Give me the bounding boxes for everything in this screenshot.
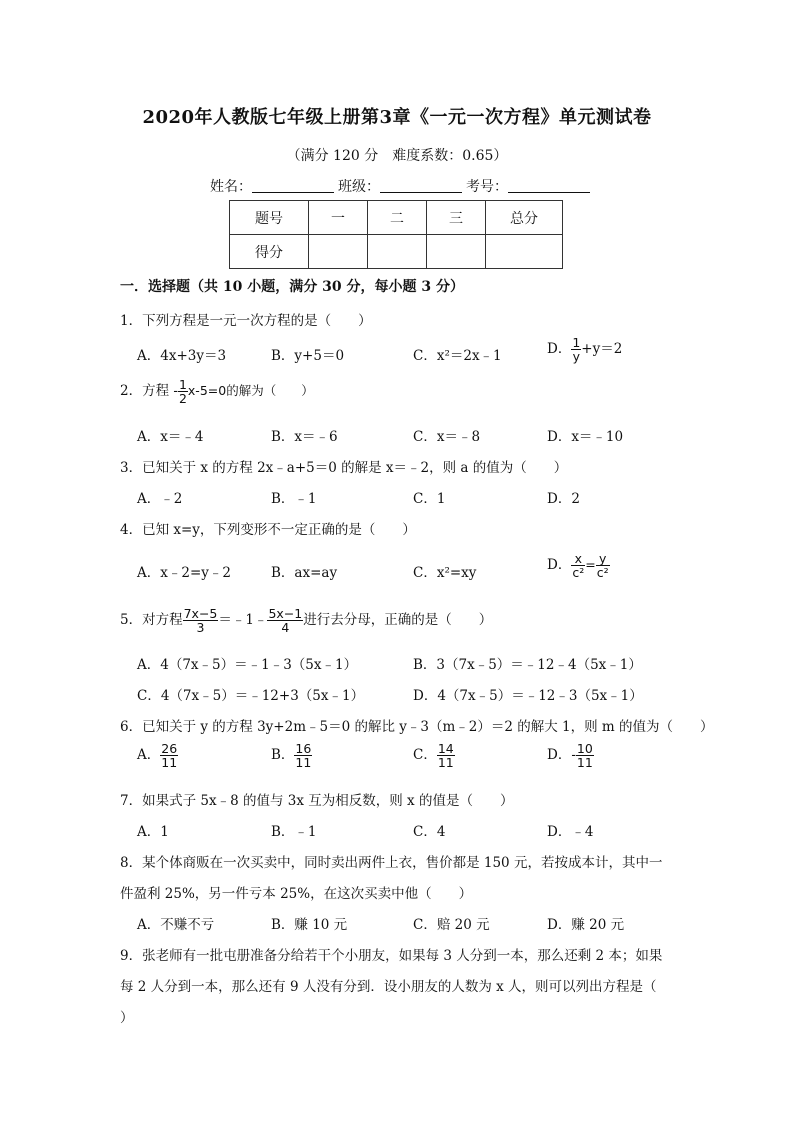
q5-option-b: B．3（7x﹣5）＝﹣12﹣4（5x﹣1） xyxy=(413,657,642,673)
fraction-denominator: 11 xyxy=(161,755,178,771)
fraction-numerator: 7x−5 xyxy=(183,606,218,621)
fraction-denominator: 4 xyxy=(281,620,290,636)
score-table-score-row xyxy=(230,235,563,269)
fraction-numerator: 26 xyxy=(161,741,178,756)
q1-d-fraction xyxy=(571,336,581,363)
q8-option-c: C．赔 20 元 xyxy=(413,917,490,933)
section-heading: 一．选择题（共 10 小题，满分 30 分，每小题 3 分） xyxy=(120,279,464,295)
q8-option-a: A．不赚不亏 xyxy=(137,917,215,933)
q5-mid: ＝﹣1﹣ xyxy=(218,612,268,629)
score-cell[interactable] xyxy=(427,235,486,269)
q5-prefix: 5．对方程 xyxy=(120,612,183,629)
page-subtitle: （满分 120 分 难度系数：0.65） xyxy=(286,148,508,164)
q1-option-d xyxy=(547,336,622,363)
q4-d-fraction-1 xyxy=(571,552,585,579)
question-7-stem: 7．如果式子 5x﹣8 的值与 3x 互为相反数，则 x 的值是（ ） xyxy=(120,793,514,809)
q7-option-a: A．1 xyxy=(137,824,169,840)
q3-option-d: D．2 xyxy=(547,491,580,507)
q6-b-fraction xyxy=(294,742,312,769)
fraction-numerator: x xyxy=(571,552,585,566)
q5-option-c: C．4（7x﹣5）＝﹣12+3（5x﹣1） xyxy=(137,688,365,704)
page-title: 2020年人教版七年级上册第3章《一元一次方程》单元测试卷 xyxy=(142,107,652,128)
score-cell[interactable] xyxy=(486,235,563,269)
question-8-stem-line-2: 件盈利 25%，另一件亏本 25%，在这次买卖中他（ ） xyxy=(120,886,473,902)
q4-option-b: B．ax=ay xyxy=(271,565,338,581)
q1-d-prefix: D． xyxy=(547,341,572,358)
q2-fraction xyxy=(178,378,188,405)
score-cell[interactable] xyxy=(309,235,368,269)
q6-option-c xyxy=(413,742,455,769)
q5-suffix: 进行去分母，正确的是（ ） xyxy=(303,612,493,629)
q8-option-d: D．赚 20 元 xyxy=(547,917,625,933)
question-1-stem: 1．下列方程是一元一次方程的是（ ） xyxy=(120,313,372,329)
q6-c-prefix: C． xyxy=(413,747,437,764)
question-9-stem-line-1: 9．张老师有一批屯册准备分给若干个小朋友，如果每 3 人分到一本，那么还剩 2 本；如果 xyxy=(120,948,663,964)
q2-option-a: A．x＝﹣4 xyxy=(137,429,204,445)
q5-option-d: D．4（7x﹣5）＝﹣12﹣3（5x﹣1） xyxy=(413,688,643,704)
score-table xyxy=(229,200,563,269)
fraction-numerator: 1 xyxy=(572,335,581,350)
question-8-stem-line-1: 8．某个体商贩在一次买卖中，同时卖出两件上衣，售价都是 150 元，若按成本计，其中一 xyxy=(120,855,663,871)
score-header-cell: 一 xyxy=(309,201,368,235)
name-label: 姓名： xyxy=(210,179,252,195)
fraction-numerator: 16 xyxy=(295,741,312,756)
q4-d-prefix: D． xyxy=(547,557,572,574)
q2-prefix: 2．方程 - xyxy=(120,383,178,400)
question-9-stem-line-2: 每 2 人分到一本，那么还有 9 人没有分到．设小朋友的人数为 x 人，则可以列出方程是（ xyxy=(120,979,657,995)
score-header-cell: 三 xyxy=(427,201,486,235)
question-9-stem-line-3: ） xyxy=(120,1010,134,1026)
fraction-numerator: 14 xyxy=(437,741,454,756)
q8-option-b: B．赚 10 元 xyxy=(271,917,348,933)
q6-a-prefix: A． xyxy=(137,747,161,764)
q1-option-b: B．y+5＝0 xyxy=(271,348,345,364)
q6-option-d xyxy=(547,742,594,769)
exam-no-blank[interactable] xyxy=(508,178,590,193)
q4-d-equals: = xyxy=(585,557,596,573)
q6-option-b xyxy=(271,742,312,769)
q1-option-a: A．4x+3y＝3 xyxy=(137,348,227,364)
score-row-label: 得分 xyxy=(230,235,309,269)
score-cell[interactable] xyxy=(368,235,427,269)
fraction-denominator: 11 xyxy=(437,755,454,771)
q4-option-a: A．x﹣2=y﹣2 xyxy=(137,565,231,581)
q5-fraction-1 xyxy=(183,607,219,634)
fraction-denominator: c² xyxy=(596,565,609,581)
fraction-numerator: y xyxy=(596,552,610,566)
class-label: 班级： xyxy=(338,179,380,195)
fraction-denominator: 3 xyxy=(196,620,205,636)
q2-suffix: x-5=0的解为（ ） xyxy=(187,383,314,399)
q2-option-d: D．x＝﹣10 xyxy=(547,429,624,445)
question-6-stem: 6．已知关于 y 的方程 3y+2m﹣5＝0 的解比 y﹣3（m﹣2）＝2 的解大 1，则 m 的值为（ ） xyxy=(120,719,714,735)
q7-option-b: B．﹣1 xyxy=(271,824,317,840)
question-5-stem xyxy=(120,607,492,634)
q6-d-prefix: D．- xyxy=(547,747,576,764)
fraction-denominator: 2 xyxy=(178,391,187,407)
q2-option-b: B．x＝﹣6 xyxy=(271,429,338,445)
q4-option-c: C．x²=xy xyxy=(413,565,477,581)
class-blank[interactable] xyxy=(380,178,462,193)
fraction-numerator: 10 xyxy=(576,741,593,756)
score-header-cell: 二 xyxy=(368,201,427,235)
q7-option-d: D．﹣4 xyxy=(547,824,594,840)
q5-option-a: A．4（7x﹣5）＝﹣1﹣3（5x﹣1） xyxy=(137,657,358,673)
question-3-stem: 3．已知关于 x 的方程 2x﹣a+5＝0 的解是 x＝﹣2，则 a 的值为（ ） xyxy=(120,460,568,476)
q6-c-fraction xyxy=(437,742,455,769)
fraction-denominator: c² xyxy=(572,565,585,581)
q6-d-fraction xyxy=(576,742,594,769)
q6-b-prefix: B． xyxy=(271,747,295,764)
q7-option-c: C．4 xyxy=(413,824,446,840)
q6-option-a xyxy=(137,742,178,769)
q6-a-fraction xyxy=(160,742,178,769)
q3-option-b: B．﹣1 xyxy=(271,491,317,507)
q5-fraction-2 xyxy=(267,607,303,634)
question-2-stem xyxy=(120,378,314,405)
score-header-cell: 总分 xyxy=(486,201,563,235)
fraction-denominator: 11 xyxy=(295,755,312,771)
exam-no-label: 考号： xyxy=(466,179,508,195)
q2-option-c: C．x＝﹣8 xyxy=(413,429,481,445)
score-header-cell: 题号 xyxy=(230,201,309,235)
name-blank[interactable] xyxy=(252,178,334,193)
student-info-line xyxy=(210,176,594,196)
q1-option-c: C．x²＝2x﹣1 xyxy=(413,348,502,364)
fraction-numerator: 1 xyxy=(178,377,187,392)
question-4-stem: 4．已知 x=y，下列变形不一定正确的是（ ） xyxy=(120,522,416,538)
q4-option-d xyxy=(547,552,610,579)
score-table-header-row xyxy=(230,201,563,235)
fraction-denominator: y xyxy=(572,349,580,365)
q1-d-suffix: +y＝2 xyxy=(581,341,623,358)
q4-d-fraction-2 xyxy=(596,552,610,579)
fraction-numerator: 5x−1 xyxy=(268,606,303,621)
q3-option-c: C．1 xyxy=(413,491,446,507)
fraction-denominator: 11 xyxy=(576,755,593,771)
q3-option-a: A．﹣2 xyxy=(137,491,183,507)
